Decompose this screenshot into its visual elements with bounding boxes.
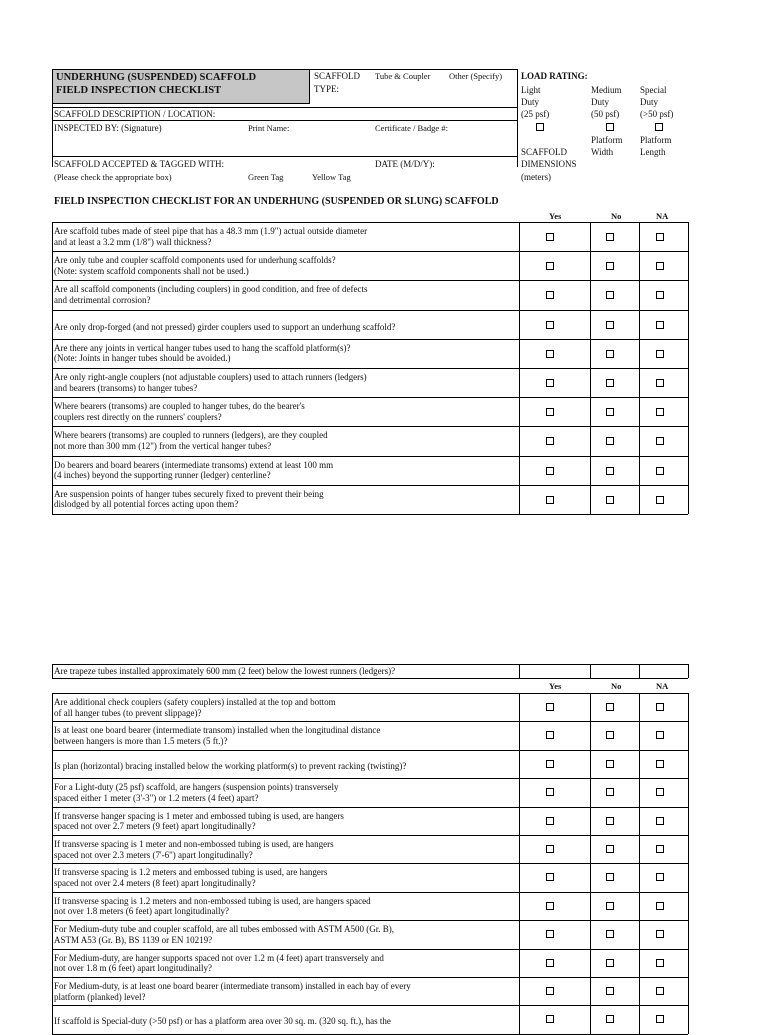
- question-text: For Medium-duty, is at least one board bearer (intermediate transom) installed in each bay of every: [54, 981, 411, 991]
- question-text: spaced not over 2.4 meters (8 feet) apart longitudinally?: [54, 877, 256, 888]
- row-divider: [52, 280, 688, 281]
- no-checkbox[interactable]: [606, 959, 614, 967]
- question-text: and at least a 3.2 mm (1/8") wall thickness?: [54, 236, 212, 247]
- row-divider: [52, 1005, 688, 1006]
- platform-width-label-2: Width: [591, 147, 614, 157]
- question-text: Are scaffold tubes made of steel pipe that has a 48.3 mm (1.9") actual outside diameter: [54, 226, 368, 236]
- type-tube-coupler: Tube & Coupler: [375, 71, 431, 81]
- yes-checkbox[interactable]: [546, 760, 554, 768]
- platform-length-label: Platform: [640, 135, 672, 145]
- na-checkbox[interactable]: [656, 817, 664, 825]
- yes-checkbox[interactable]: [546, 408, 554, 416]
- check-box-note: (Please check the appropriate box): [54, 172, 172, 182]
- column-divider: [590, 222, 591, 514]
- header-border-left: [52, 69, 53, 167]
- na-checkbox[interactable]: [656, 437, 664, 445]
- medium-duty-psf: (50 psf): [591, 109, 620, 119]
- no-checkbox[interactable]: [606, 350, 614, 358]
- column-header-no: No: [611, 211, 622, 221]
- na-checkbox[interactable]: [656, 760, 664, 768]
- na-checkbox[interactable]: [656, 408, 664, 416]
- question-text: Is plan (horizontal) bracing installed below the working platform(s) to prevent racking (twisting)?: [54, 760, 407, 771]
- no-checkbox[interactable]: [606, 788, 614, 796]
- green-tag-label[interactable]: Green Tag: [248, 172, 284, 182]
- column-divider: [639, 664, 640, 678]
- section-title: FIELD INSPECTION CHECKLIST FOR AN UNDERHUNG (SUSPENDED OR SLUNG) SCAFFOLD: [54, 196, 499, 207]
- yes-checkbox[interactable]: [546, 262, 554, 270]
- column-header-yes: Yes: [549, 211, 562, 221]
- yes-checkbox[interactable]: [546, 731, 554, 739]
- no-checkbox[interactable]: [606, 467, 614, 475]
- yes-checkbox[interactable]: [546, 703, 554, 711]
- question-text: spaced not over 2.3 meters (7'-6") apart longitudinally?: [54, 849, 253, 860]
- scaffold-description-label: SCAFFOLD DESCRIPTION / LOCATION:: [54, 109, 216, 119]
- question-text: spaced either 1 meter (3'-3") or 1.2 meters (4 feet) apart?: [54, 792, 259, 803]
- na-checkbox[interactable]: [656, 731, 664, 739]
- scaffold-type-label: SCAFFOLD: [314, 71, 361, 81]
- na-checkbox[interactable]: [656, 233, 664, 241]
- row-divider: [52, 977, 688, 978]
- page2-table-top: [52, 693, 688, 694]
- question-text: (4 inches) beyond the supporting runner (ledger) centerline?: [54, 470, 271, 481]
- yes-checkbox[interactable]: [546, 496, 554, 504]
- question-text: Are there any joints in vertical hanger tubes used to hang the scaffold platform(s)?: [54, 342, 351, 353]
- column-divider: [639, 693, 640, 1034]
- header-border-right: [517, 69, 518, 167]
- no-checkbox[interactable]: [606, 262, 614, 270]
- table-left-border: [52, 664, 53, 678]
- column-divider: [519, 693, 520, 1034]
- column-header-no: No: [611, 681, 622, 691]
- yes-checkbox[interactable]: [546, 902, 554, 910]
- question-text: ASTM A53 (Gr. B), BS 1139 or EN 10219?: [54, 934, 213, 945]
- na-checkbox[interactable]: [656, 291, 664, 299]
- table-left-border: [52, 693, 53, 1034]
- row-divider: [52, 368, 688, 369]
- column-header-yes: Yes: [549, 681, 562, 691]
- light-duty-psf: (25 psf): [521, 109, 550, 119]
- page1-table-top: [52, 222, 688, 223]
- na-checkbox[interactable]: [656, 930, 664, 938]
- row-divider: [52, 251, 688, 252]
- na-checkbox[interactable]: [656, 379, 664, 387]
- no-checkbox[interactable]: [606, 760, 614, 768]
- question-text: Are trapeze tubes installed approximately 600 mm (2 feet) below the lowest runners (ledgers)?: [54, 666, 396, 676]
- no-checkbox[interactable]: [606, 703, 614, 711]
- question-text: spaced not over 2.7 meters (9 feet) apart longitudinally?: [54, 821, 256, 832]
- medium-duty-label-2: Duty: [591, 97, 609, 107]
- question-text: For Medium-duty tube and coupler scaffold, are all tubes embossed with ASTM A500 (Gr. B),: [54, 924, 395, 935]
- yes-checkbox[interactable]: [546, 467, 554, 475]
- platform-width-label: Platform: [591, 135, 623, 145]
- light-duty-label-2: Duty: [521, 97, 539, 107]
- header-divider-2: [52, 120, 518, 121]
- row-divider: [52, 949, 688, 950]
- header-divider-3: [52, 156, 518, 157]
- column-divider: [519, 222, 520, 514]
- page2-first-row-bottom: [52, 678, 688, 679]
- question-text: platform (planked) level?: [54, 991, 146, 1002]
- question-text: (Note: Joints in hanger tubes should be avoided.): [54, 353, 231, 364]
- row-divider: [52, 892, 688, 893]
- question-text: Where bearers (transoms) are coupled to runners (ledgers), are they coupled: [54, 430, 328, 441]
- no-checkbox[interactable]: [606, 817, 614, 825]
- certificate-label: Certificate / Badge #:: [375, 123, 448, 133]
- light-duty-checkbox[interactable]: [536, 123, 544, 131]
- na-checkbox[interactable]: [656, 902, 664, 910]
- inspected-by-label: INSPECTED BY: (Signature): [54, 123, 162, 133]
- column-divider: [688, 222, 689, 514]
- column-divider: [688, 664, 689, 678]
- question-text: Are only right-angle couplers (not adjustable couplers) used to attach runners (ledgers): [54, 372, 367, 382]
- form-title-line2: FIELD INSPECTION CHECKLIST: [56, 85, 222, 96]
- special-duty-label-2: Duty: [640, 97, 658, 107]
- column-divider: [590, 693, 591, 1034]
- medium-duty-label: Medium: [591, 85, 622, 95]
- yes-checkbox[interactable]: [546, 845, 554, 853]
- form-title-line1: UNDERHUNG (SUSPENDED) SCAFFOLD: [56, 72, 257, 83]
- na-checkbox[interactable]: [656, 496, 664, 504]
- row-divider: [52, 750, 688, 751]
- yes-checkbox[interactable]: [546, 873, 554, 881]
- accepted-tagged-label: SCAFFOLD ACCEPTED & TAGGED WITH:: [54, 159, 224, 169]
- yes-checkbox[interactable]: [546, 321, 554, 329]
- dimensions-units: (meters): [521, 172, 551, 182]
- question-text: of all hanger tubes (to prevent slippage)?: [54, 707, 202, 718]
- light-duty-label: Light: [521, 85, 541, 95]
- platform-length-label-2: Length: [640, 147, 666, 157]
- na-checkbox[interactable]: [656, 987, 664, 995]
- question-text: and bearers (transoms) to hanger tubes?: [54, 382, 198, 393]
- question-text: couplers rest directly on the runners' couplers?: [54, 411, 222, 422]
- column-divider: [519, 664, 520, 678]
- yes-checkbox[interactable]: [546, 291, 554, 299]
- na-checkbox[interactable]: [656, 788, 664, 796]
- question-text: Is at least one board bearer (intermediate transom) installed when the longitudinal distance: [54, 725, 381, 736]
- no-checkbox[interactable]: [606, 321, 614, 329]
- special-duty-label: Special: [640, 85, 667, 95]
- column-divider: [639, 222, 640, 514]
- yes-checkbox[interactable]: [546, 437, 554, 445]
- question-text: not over 1.8 m (6 feet) apart longitudinally?: [54, 963, 212, 974]
- question-text: For Medium-duty, are hanger supports spaced not over 1.2 m (4 feet) apart transversely and: [54, 952, 384, 963]
- question-text: Are only tube and coupler scaffold components used for underhung scaffolds?: [54, 255, 336, 266]
- row-divider: [52, 920, 688, 921]
- column-header-na: NA: [656, 211, 669, 221]
- question-text: If transverse spacing is 1.2 meters and non-embossed tubing is used, are hangers spaced: [54, 895, 371, 906]
- row-divider: [52, 339, 688, 340]
- yes-checkbox[interactable]: [546, 233, 554, 241]
- question-text: Are only drop-forged (and not pressed) girder couplers used to support an underhung scaffold?: [54, 321, 396, 332]
- yes-checkbox[interactable]: [546, 788, 554, 796]
- yes-checkbox[interactable]: [546, 817, 554, 825]
- page2-first-row-top: [52, 664, 688, 665]
- row-divider: [52, 426, 688, 427]
- question-text: If transverse hanger spacing is 1 meter and embossed tubing is used, are hangers: [54, 810, 344, 821]
- na-checkbox[interactable]: [656, 262, 664, 270]
- yes-checkbox[interactable]: [546, 959, 554, 967]
- no-checkbox[interactable]: [606, 496, 614, 504]
- yes-checkbox[interactable]: [546, 1015, 554, 1023]
- no-checkbox[interactable]: [606, 291, 614, 299]
- row-divider: [52, 456, 688, 457]
- na-checkbox[interactable]: [656, 467, 664, 475]
- yes-checkbox[interactable]: [546, 987, 554, 995]
- row-divider: [52, 807, 688, 808]
- row-divider: [52, 310, 688, 311]
- no-checkbox[interactable]: [606, 437, 614, 445]
- dimensions-label: SCAFFOLD: [521, 147, 568, 157]
- no-checkbox[interactable]: [606, 1015, 614, 1023]
- question-text: not over 1.8 meters (6 feet) apart longitudinally?: [54, 906, 229, 917]
- question-text: If transverse spacing is 1.2 meters and embossed tubing is used, are hangers: [54, 867, 328, 878]
- question-text: not more than 300 mm (12") from the vertical hanger tubes?: [54, 440, 272, 451]
- header-divider-1: [52, 107, 518, 108]
- print-name-label: Print Name:: [248, 123, 290, 133]
- column-divider: [590, 664, 591, 678]
- question-text: For a Light-duty (25 psf) scaffold, are hangers (suspension points) transversely: [54, 782, 339, 793]
- header-border-top: [52, 69, 518, 70]
- na-checkbox[interactable]: [656, 873, 664, 881]
- row-divider: [52, 514, 688, 515]
- na-checkbox[interactable]: [656, 959, 664, 967]
- yes-checkbox[interactable]: [546, 379, 554, 387]
- dimensions-label-2: DIMENSIONS: [521, 159, 577, 169]
- row-divider: [52, 485, 688, 486]
- question-text: dislodged by all potential forces acting upon them?: [54, 499, 239, 510]
- question-text: Are additional check couplers (safety couplers) installed at the top and bottom: [54, 697, 336, 707]
- column-divider: [688, 693, 689, 1034]
- row-divider: [52, 721, 688, 722]
- medium-duty-checkbox[interactable]: [606, 123, 614, 131]
- yes-checkbox[interactable]: [546, 350, 554, 358]
- na-checkbox[interactable]: [656, 321, 664, 329]
- question-text: Where bearers (transoms) are coupled to hanger tubes, do the bearer's: [54, 401, 305, 412]
- question-text: and detrimental corrosion?: [54, 294, 151, 305]
- yellow-tag-label[interactable]: Yellow Tag: [312, 172, 351, 182]
- no-checkbox[interactable]: [606, 379, 614, 387]
- no-checkbox[interactable]: [606, 930, 614, 938]
- question-text: If scaffold is Special-duty (>50 psf) or has a platform area over 30 sq. m. (320 sq. ft.), has the: [54, 1016, 391, 1027]
- question-text: (Note: system scaffold components shall not be used.): [54, 265, 249, 276]
- type-other: Other (Specify): [449, 71, 503, 81]
- question-text: If transverse spacing is 1 meter and non-embossed tubing is used, are hangers: [54, 839, 334, 849]
- question-text: Are suspension points of hanger tubes securely fixed to prevent their being: [54, 488, 324, 499]
- no-checkbox[interactable]: [606, 408, 614, 416]
- no-checkbox[interactable]: [606, 987, 614, 995]
- no-checkbox[interactable]: [606, 845, 614, 853]
- table-left-border: [52, 222, 53, 514]
- row-divider: [52, 863, 688, 864]
- na-checkbox[interactable]: [656, 703, 664, 711]
- row-divider: [52, 835, 688, 836]
- na-checkbox[interactable]: [656, 845, 664, 853]
- load-rating-label: LOAD RATING:: [521, 71, 588, 81]
- form-title: [52, 69, 310, 104]
- row-divider: [52, 397, 688, 398]
- special-duty-psf: (>50 psf): [640, 109, 674, 119]
- question-text: between hangers is more than 1.5 meters (5 ft.)?: [54, 735, 228, 746]
- scaffold-type-label-2: TYPE:: [314, 84, 340, 94]
- no-checkbox[interactable]: [606, 873, 614, 881]
- question-text: Do bearers and board bearers (intermediate transoms) extend at least 100 mm: [54, 459, 334, 470]
- na-checkbox[interactable]: [656, 350, 664, 358]
- no-checkbox[interactable]: [606, 233, 614, 241]
- special-duty-checkbox[interactable]: [655, 123, 663, 131]
- na-checkbox[interactable]: [656, 1015, 664, 1023]
- date-label: DATE (M/D/Y):: [375, 159, 435, 169]
- row-divider: [52, 778, 688, 779]
- question-text: Are all scaffold components (including couplers) in good condition, and free of defects: [54, 284, 368, 295]
- no-checkbox[interactable]: [606, 731, 614, 739]
- column-header-na: NA: [656, 681, 669, 691]
- no-checkbox[interactable]: [606, 902, 614, 910]
- yes-checkbox[interactable]: [546, 930, 554, 938]
